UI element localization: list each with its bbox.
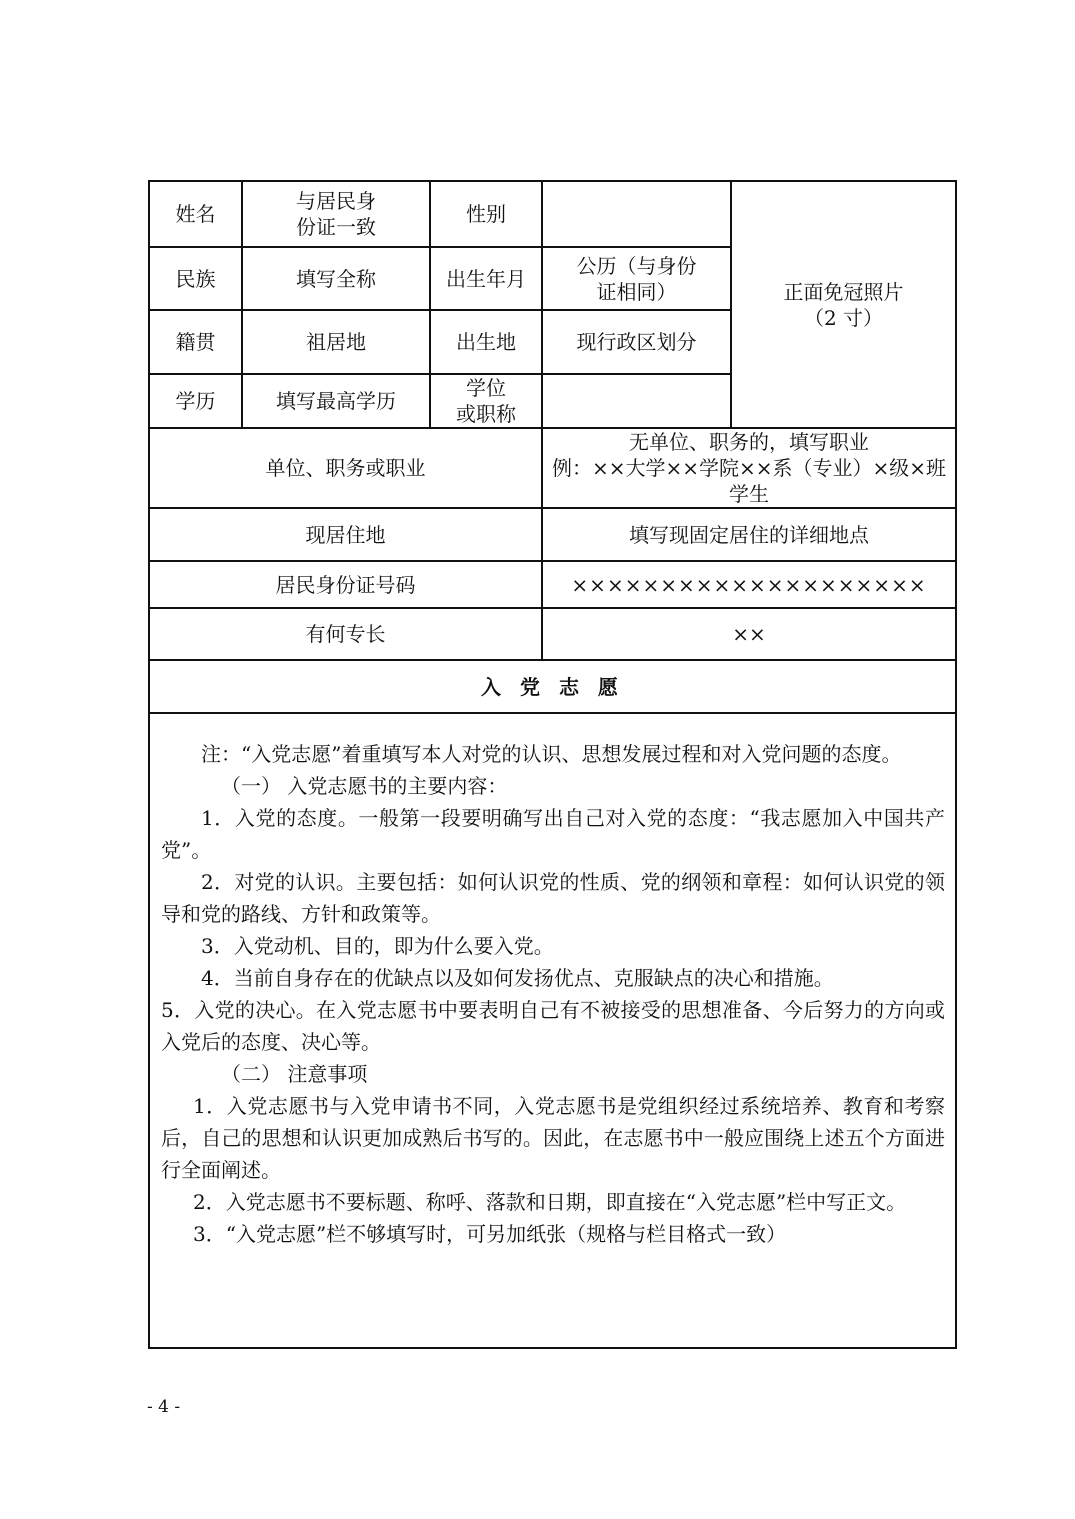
id-number-value[interactable]: ×××××××××××××××××××× — [542, 561, 956, 608]
row-name-gender — [149, 181, 956, 247]
birth-date-value[interactable]: 公历（与身份 证相同） — [542, 247, 731, 310]
native-place-value[interactable]: 祖居地 — [242, 310, 430, 374]
notes-part2-heading: （二） 注意事项 — [221, 1062, 368, 1086]
row-section-title — [149, 660, 956, 713]
native-place-label: 籍贯 — [149, 310, 242, 374]
photo-box[interactable]: 正面免冠照片 （2 寸） — [731, 181, 956, 428]
row-unit — [149, 428, 956, 508]
notes-cell[interactable] — [149, 713, 956, 1348]
specialty-value[interactable]: ×× — [542, 608, 956, 660]
name-value[interactable]: 与居民身 份证一致 — [242, 181, 430, 247]
unit-value[interactable]: 无单位、职务的，填写职业 例：××大学××学院××系（专业）×级×班学生 — [542, 428, 956, 508]
row-residence — [149, 508, 956, 561]
notes-item-2: 2．对党的认识。主要包括：如何认识党的性质、党的纲领和章程：如何认识党的领导和党的路线、方针和政策等。 — [161, 870, 945, 926]
residence-value[interactable]: 填写现固定居住的详细地点 — [542, 508, 956, 561]
ethnicity-label: 民族 — [149, 247, 242, 310]
birthplace-label: 出生地 — [430, 310, 542, 374]
notes-note-3: 3．“入党志愿”栏不够填写时，可另加纸张（规格与栏目格式一致） — [193, 1222, 787, 1246]
birth-date-label: 出生年月 — [430, 247, 542, 310]
ethnicity-value[interactable]: 填写全称 — [242, 247, 430, 310]
notes-body — [150, 714, 955, 1250]
row-specialty — [149, 608, 956, 660]
id-number-label: 居民身份证号码 — [149, 561, 542, 608]
education-value[interactable]: 填写最高学历 — [242, 374, 430, 428]
section-title: 入 党 志 愿 — [149, 660, 956, 713]
unit-label: 单位、职务或职业 — [149, 428, 542, 508]
notes-note-2: 2．入党志愿书不要标题、称呼、落款和日期，即直接在“入党志愿”栏中写正文。 — [193, 1190, 907, 1214]
notes-item-4: 4．当前自身存在的优缺点以及如何发扬优点、克服缺点的决心和措施。 — [201, 966, 834, 990]
page-number: - 4 - — [147, 1397, 181, 1417]
notes-note-1: 1．入党志愿书与入党申请书不同，入党志愿书是党组织经过系统培养、教育和考察后，自己的思想和认识更加成熟后书写的。因此，在志愿书中一般应围绕上述五个方面进行全面阐述。 — [161, 1094, 945, 1182]
name-label: 姓名 — [149, 181, 242, 247]
degree-value[interactable] — [542, 374, 731, 428]
degree-label: 学位 或职称 — [430, 374, 542, 428]
application-form-table — [148, 180, 957, 1349]
row-id-number — [149, 561, 956, 608]
gender-label: 性别 — [430, 181, 542, 247]
notes-item-5: 5．入党的决心。在入党志愿书中要表明自己有不被接受的思想准备、今后努力的方向或入党后的态度、决心等。 — [161, 998, 945, 1054]
specialty-label: 有何专长 — [149, 608, 542, 660]
gender-value[interactable] — [542, 181, 731, 247]
notes-item-1: 1．入党的态度。一般第一段要明确写出自己对入党的态度：“我志愿加入中国共产党”。 — [161, 806, 945, 862]
notes-intro: 注：“入党志愿”着重填写本人对党的认识、思想发展过程和对入党问题的态度。 — [201, 742, 902, 766]
residence-label: 现居住地 — [149, 508, 542, 561]
notes-item-3: 3．入党动机、目的，即为什么要入党。 — [201, 934, 554, 958]
education-label: 学历 — [149, 374, 242, 428]
birthplace-value[interactable]: 现行政区划分 — [542, 310, 731, 374]
notes-part1-heading: （一） 入党志愿书的主要内容： — [221, 774, 508, 798]
row-notes — [149, 713, 956, 1348]
